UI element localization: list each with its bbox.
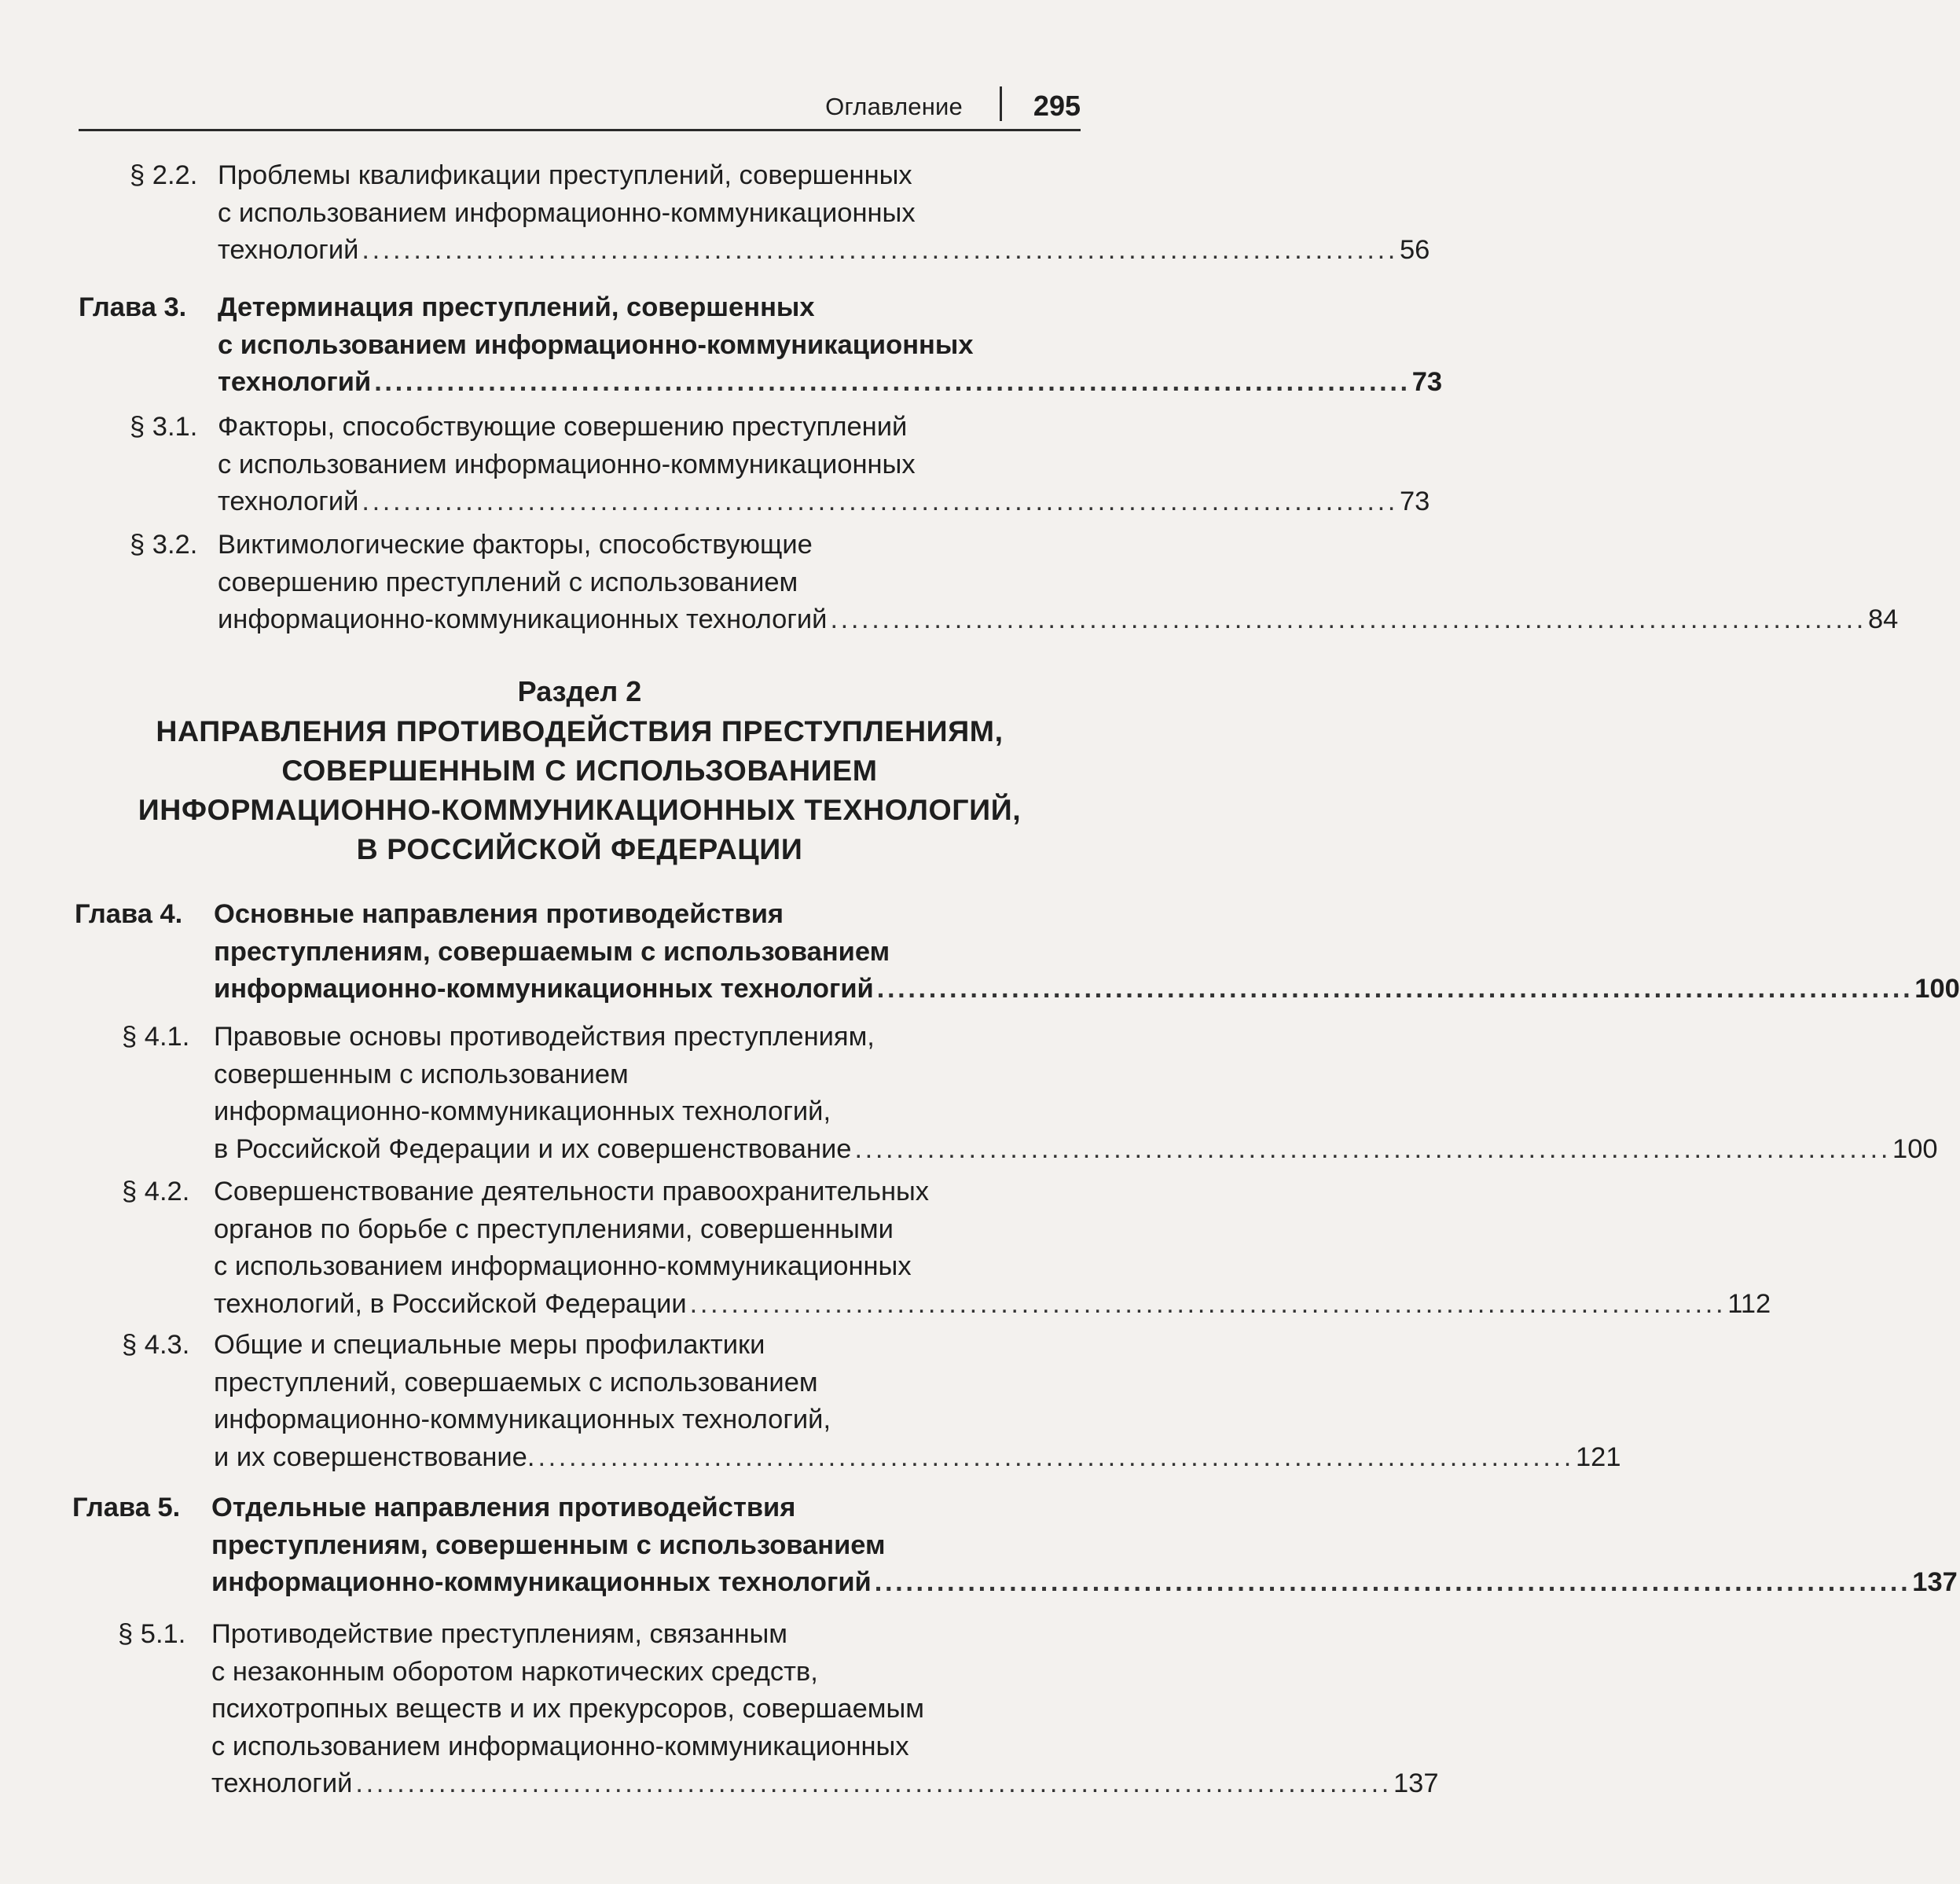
- toc-entry-line: с использованием информационно-коммуникационных: [211, 1731, 909, 1761]
- toc-entry-line: с использованием информационно-коммуникационных: [218, 329, 974, 360]
- toc-entry-page: 121: [1575, 1441, 1621, 1472]
- toc-entry-page: 84: [1868, 604, 1899, 634]
- toc-entry-line: Правовые основы противодействия преступлениям,: [214, 1022, 875, 1052]
- toc-entry-line: Совершенствование деятельности правоохранительных: [214, 1177, 930, 1206]
- toc-leader-dots: ....................................................................................................: [830, 604, 1866, 634]
- toc-entry-line: технологий: [211, 1768, 353, 1798]
- toc-entry-page: 112: [1727, 1288, 1771, 1319]
- toc-entry-line: с использованием информационно-коммуникационных: [218, 197, 916, 228]
- toc-entry-page: 73: [1411, 367, 1443, 397]
- toc-entry-line: с незаконным оборотом наркотических средств,: [211, 1656, 818, 1687]
- toc-entry-line: информационно-коммуникационных технологий: [214, 974, 874, 1004]
- part-title-line: НАПРАВЛЕНИЯ ПРОТИВОДЕЙСТВИЯ ПРЕСТУПЛЕНИЯМ,: [156, 714, 1004, 747]
- toc-entry-line: с использованием информационно-коммуникационных: [214, 1251, 912, 1281]
- toc-entry-line: совершенным с использованием: [214, 1059, 629, 1089]
- toc-entry-number: Глава 3.: [79, 292, 187, 322]
- toc-entry-line: с использованием информационно-коммуникационных: [218, 449, 916, 479]
- toc-entry-line: органов по борьбе с преступлениями, совершенными: [214, 1214, 894, 1244]
- toc-entry-number: Глава 5.: [72, 1493, 181, 1522]
- header-page-number: 295: [1033, 90, 1081, 122]
- toc-entry-line: технологий: [218, 367, 372, 397]
- running-header: [79, 85, 1081, 131]
- part-heading: [79, 672, 1081, 869]
- header-section-title: Оглавление: [825, 93, 963, 120]
- toc-leader-dots: ....................................................................................................: [876, 974, 1914, 1004]
- toc-leader-dots: ....................................................................................................: [689, 1288, 1727, 1319]
- toc-leader-dots: ....................................................................................................: [362, 235, 1398, 265]
- toc-entry-number: § 4.1.: [122, 1022, 190, 1052]
- toc-entry-line: технологий: [218, 235, 359, 265]
- toc-entry-line: Виктимологические факторы, способствующие: [218, 530, 813, 560]
- toc-entry-line: Детерминация преступлений, совершенных: [218, 292, 815, 322]
- toc-leader-dots: ....................................................................................................: [538, 1441, 1574, 1472]
- toc-entry-line: Общие и специальные меры профилактики: [214, 1330, 765, 1360]
- toc-leader-dots: ....................................................................................................: [362, 487, 1398, 516]
- toc-entry-page: 137: [1393, 1768, 1439, 1798]
- toc-entry-line: Факторы, способствующие совершению преступлений: [218, 412, 908, 442]
- toc-entry-line: преступлениям, совершенным с использованием: [211, 1530, 886, 1560]
- part-label: Раздел 2: [517, 675, 642, 707]
- toc-entry-page: 100: [1914, 974, 1960, 1004]
- toc-entry-line: и их совершенствование.: [214, 1441, 535, 1472]
- toc-leader-dots: ....................................................................................................: [355, 1768, 1392, 1798]
- toc-entry-line: технологий: [218, 487, 359, 516]
- header-separator: [1000, 86, 1002, 121]
- part-title-line: СОВЕРШЕННЫМ С ИСПОЛЬЗОВАНИЕМ: [281, 754, 878, 787]
- toc-entry-line: преступлениям, совершаемым с использованием: [214, 936, 890, 967]
- toc-entry-number: § 4.2.: [122, 1177, 190, 1206]
- toc-entry-page: 137: [1912, 1567, 1958, 1597]
- part-title-line: ИНФОРМАЦИОННО-КОММУНИКАЦИОННЫХ ТЕХНОЛОГИЙ,: [138, 793, 1022, 826]
- toc-entry-number: § 5.1.: [118, 1619, 186, 1649]
- toc-leader-dots: ....................................................................................................: [374, 367, 1411, 397]
- toc-entry-line: психотропных веществ и их прекурсоров, совершаемым: [211, 1694, 924, 1724]
- toc-entry-line: в Российской Федерации и их совершенствование: [214, 1133, 852, 1164]
- toc-entry-line: информационно-коммуникационных технологий: [218, 604, 828, 634]
- toc-entry-line: Противодействие преступлениям, связанным: [211, 1619, 788, 1649]
- toc-entry-line: информационно-коммуникационных технологий: [211, 1567, 872, 1597]
- toc-entry-line: Основные направления противодействия: [214, 899, 784, 929]
- toc-entry-number: § 3.2.: [130, 530, 198, 560]
- toc-entry-line: Отдельные направления противодействия: [211, 1493, 796, 1522]
- toc-entry-number: § 2.2.: [130, 160, 198, 190]
- toc-leader-dots: ....................................................................................................: [874, 1567, 1911, 1597]
- toc-entry-number: § 3.1.: [130, 412, 198, 442]
- toc-entry-line: технологий, в Российской Федерации: [214, 1288, 687, 1319]
- toc-entry-page: 73: [1399, 487, 1430, 516]
- toc-entry-line: информационно-коммуникационных технологий,: [214, 1405, 831, 1434]
- toc-entry-line: Проблемы квалификации преступлений, совершенных: [218, 160, 912, 190]
- toc-entry-page: 100: [1892, 1133, 1938, 1164]
- part-title-line: В РОССИЙСКОЙ ФЕДЕРАЦИИ: [356, 832, 803, 865]
- toc-leader-dots: ....................................................................................................: [854, 1133, 1892, 1164]
- toc-entry-number: § 4.3.: [122, 1330, 190, 1360]
- toc-entry-number: Глава 4.: [75, 899, 183, 929]
- toc-entry-line: преступлений, совершаемых с использованием: [214, 1367, 818, 1397]
- toc-entry-line: информационно-коммуникационных технологий,: [214, 1096, 831, 1126]
- toc-entry-page: 56: [1399, 235, 1430, 265]
- toc-entry-line: совершению преступлений с использованием: [218, 567, 798, 597]
